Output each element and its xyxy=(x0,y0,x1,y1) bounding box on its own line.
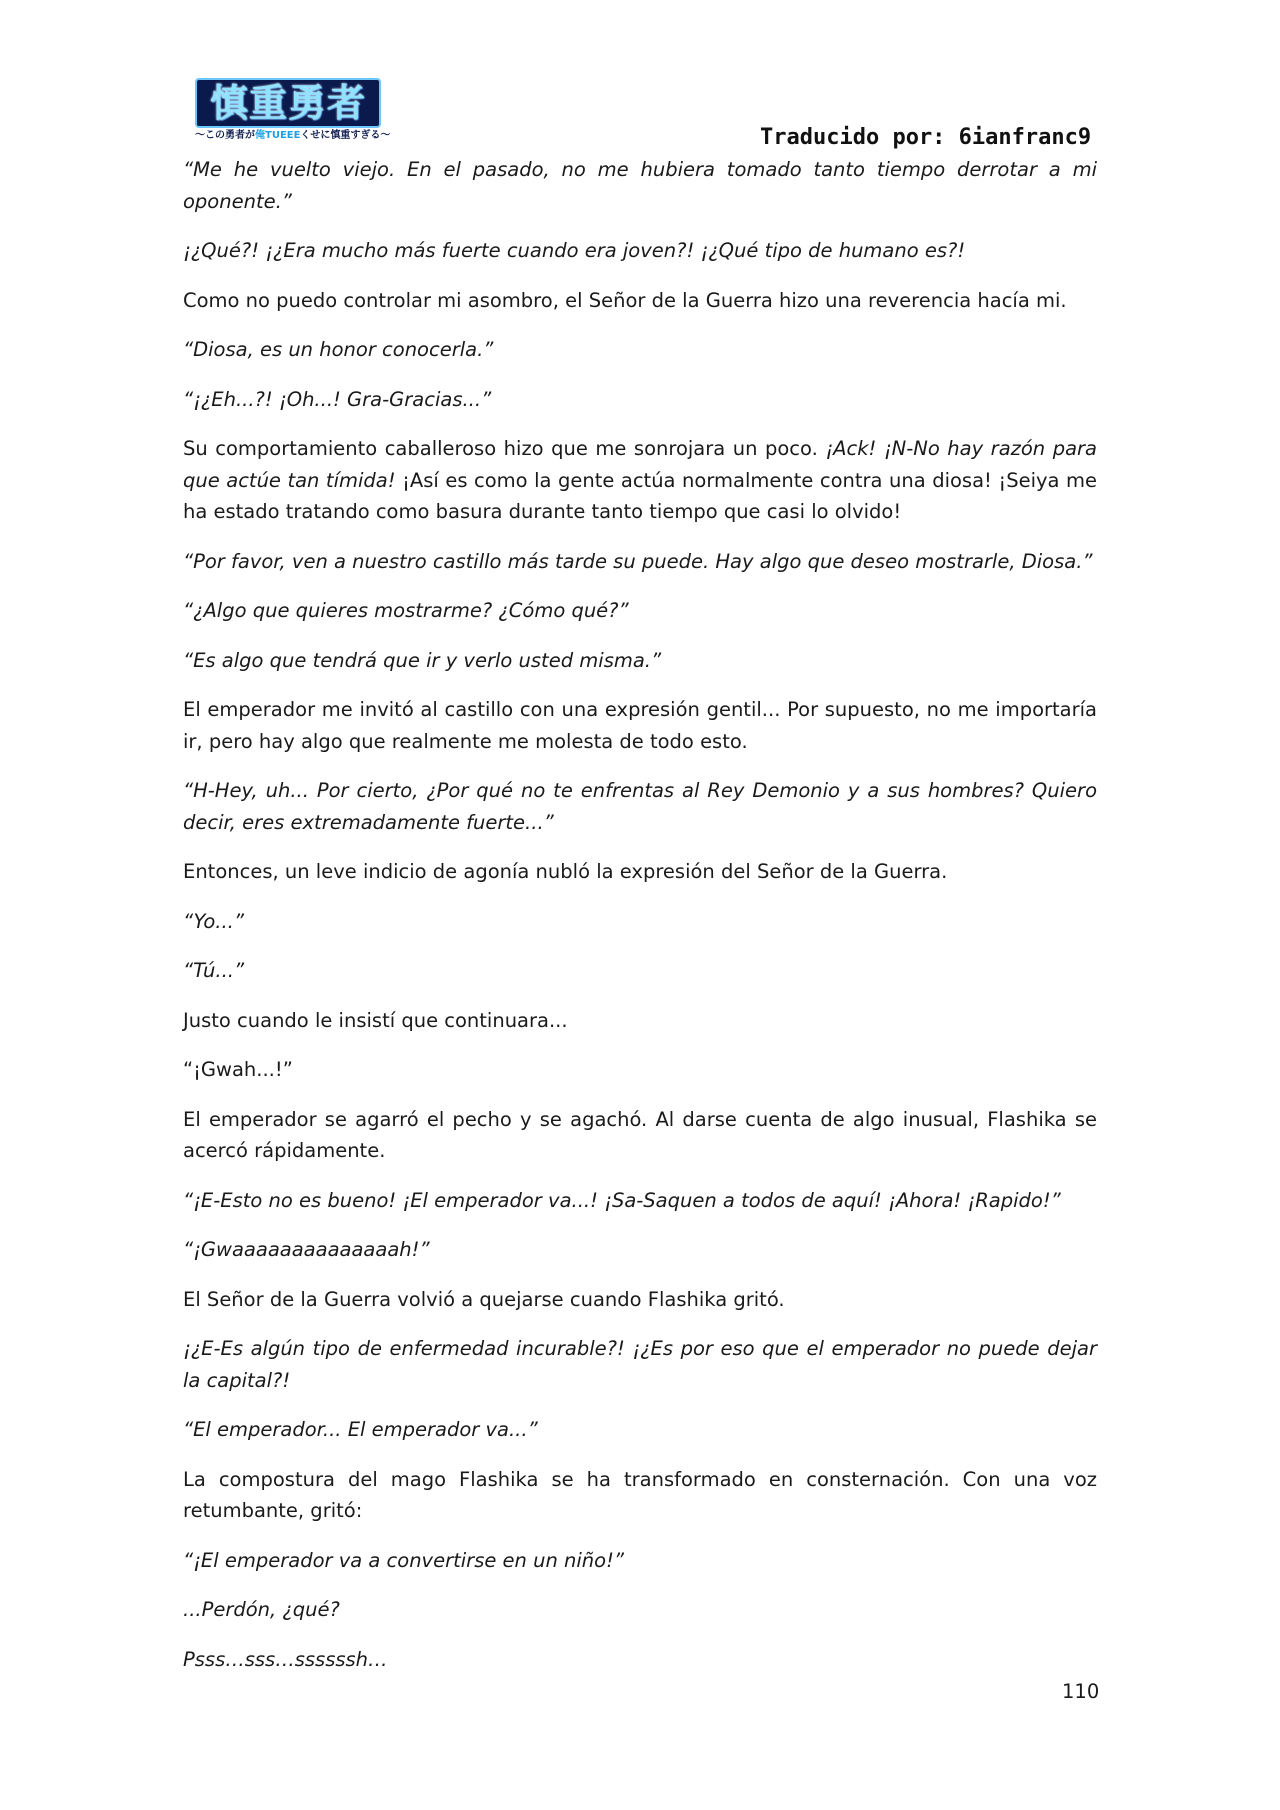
paragraph: ¡¿E-Es algún tipo de enfermedad incurable?! ¡¿Es por eso que el emperador no puede dejar la capital?! xyxy=(183,1337,1097,1392)
paragraph: Justo cuando le insistí que continuara... xyxy=(183,1008,568,1032)
paragraph: “¡El emperador va a convertirse en un niño!” xyxy=(183,1548,625,1572)
paragraph: ...Perdón, ¿qué? xyxy=(183,1598,340,1621)
paragraph: El emperador se agarró el pecho y se agachó. Al darse cuenta de algo inusual, Flashika se acercó rápidamente. xyxy=(183,1107,1097,1162)
logo-subtitle-part: が xyxy=(245,130,255,141)
paragraph: “Me he vuelto viejo. En el pasado, no me hubiera tomado tanto tiempo derrotar a mi oponente.” xyxy=(183,158,1097,213)
paragraph: Entonces, un leve indicio de agonía nubló la expresión del Señor de la Guerra. xyxy=(183,860,948,883)
paragraph: La compostura del mago Flashika se ha transformado en consternación. Con una voz retumbante, gritó: xyxy=(183,1467,1097,1522)
paragraph xyxy=(183,433,1097,528)
paragraph: “Diosa, es un honor conocerla.” xyxy=(183,338,494,361)
paragraph: “El emperador... El emperador va...” xyxy=(183,1418,538,1441)
paragraph: “Es algo que tendrá que ir y verlo usted misma.” xyxy=(183,648,662,672)
paragraph: “H-Hey, uh... Por cierto, ¿Por qué no te enfrentas al Rey Demonio y a sus hombres? Quiero decir, eres extremadamente fuerte...” xyxy=(183,779,1097,834)
paragraph: “¡Gwaaaaaaaaaaaaaah!” xyxy=(183,1238,430,1261)
logo-subtitle-part: 勇者 xyxy=(225,130,245,141)
paragraph: ¡¿Qué?! ¡¿Era mucho más fuerte cuando era joven?! ¡¿Qué tipo de humano es?! xyxy=(183,239,966,262)
logo-subtitle-part: くせに xyxy=(300,130,331,141)
paragraph: Psss…sss…ssssssh… xyxy=(183,1647,388,1671)
series-logo-subtitle xyxy=(195,128,391,144)
paragraph-segment: Su comportamiento caballeroso hizo que me sonrojara un poco. xyxy=(183,437,826,460)
page-number: 110 xyxy=(1062,1680,1100,1703)
paragraph: Como no puedo controlar mi asombro, el Señor de la Guerra hizo una reverencia hacía mi. xyxy=(183,288,1067,312)
logo-subtitle-part: すぎる〜 xyxy=(350,130,391,141)
paragraph: El Señor de la Guerra volvió a quejarse cuando Flashika gritó. xyxy=(183,1287,785,1311)
logo-subtitle-part: 〜この xyxy=(195,130,225,141)
logo-subtitle-part: 慎重 xyxy=(330,130,351,141)
paragraph: “¡Gwah...!” xyxy=(183,1058,293,1081)
paragraph: “¡¿Eh...?! ¡Oh...! Gra-Gracias...” xyxy=(183,387,492,411)
paragraph: “Por favor, ven a nuestro castillo más tarde su puede. Hay algo que deseo mostrarle, Diosa.” xyxy=(183,549,1093,573)
paragraph-segment: ¡Así es como la gente actúa normalmente contra una diosa! ¡Seiya me ha estado tratando como basura durante tanto tiempo que casi lo olvido! xyxy=(183,468,1097,523)
paragraph: El emperador me invitó al castillo con una expresión gentil... Por supuesto, no me importaría ir, pero hay algo que realmente me molesta de todo esto. xyxy=(183,698,1097,753)
paragraph: “Yo...” xyxy=(183,909,244,933)
paragraph: “¿Algo que quieres mostrarme? ¿Cómo qué?” xyxy=(183,599,629,622)
paragraph: “Tú...” xyxy=(183,959,245,982)
series-logo xyxy=(195,78,391,144)
paragraph: “¡E-Esto no es bueno! ¡El emperador va...! ¡Sa-Saquen a todos de aquí! ¡Ahora! ¡Rapido!” xyxy=(183,1188,1061,1212)
page-body xyxy=(183,154,1097,1693)
series-logo-title: 慎重勇者 xyxy=(195,78,381,128)
logo-subtitle-part: 俺TUEEE xyxy=(255,130,301,141)
translator-credit: Traducido por: 6ianfranc9 xyxy=(760,125,1092,150)
paragraph-segment: ¡Ack! ¡N-No hay razón para que actúe tan tímida! xyxy=(183,437,1097,492)
